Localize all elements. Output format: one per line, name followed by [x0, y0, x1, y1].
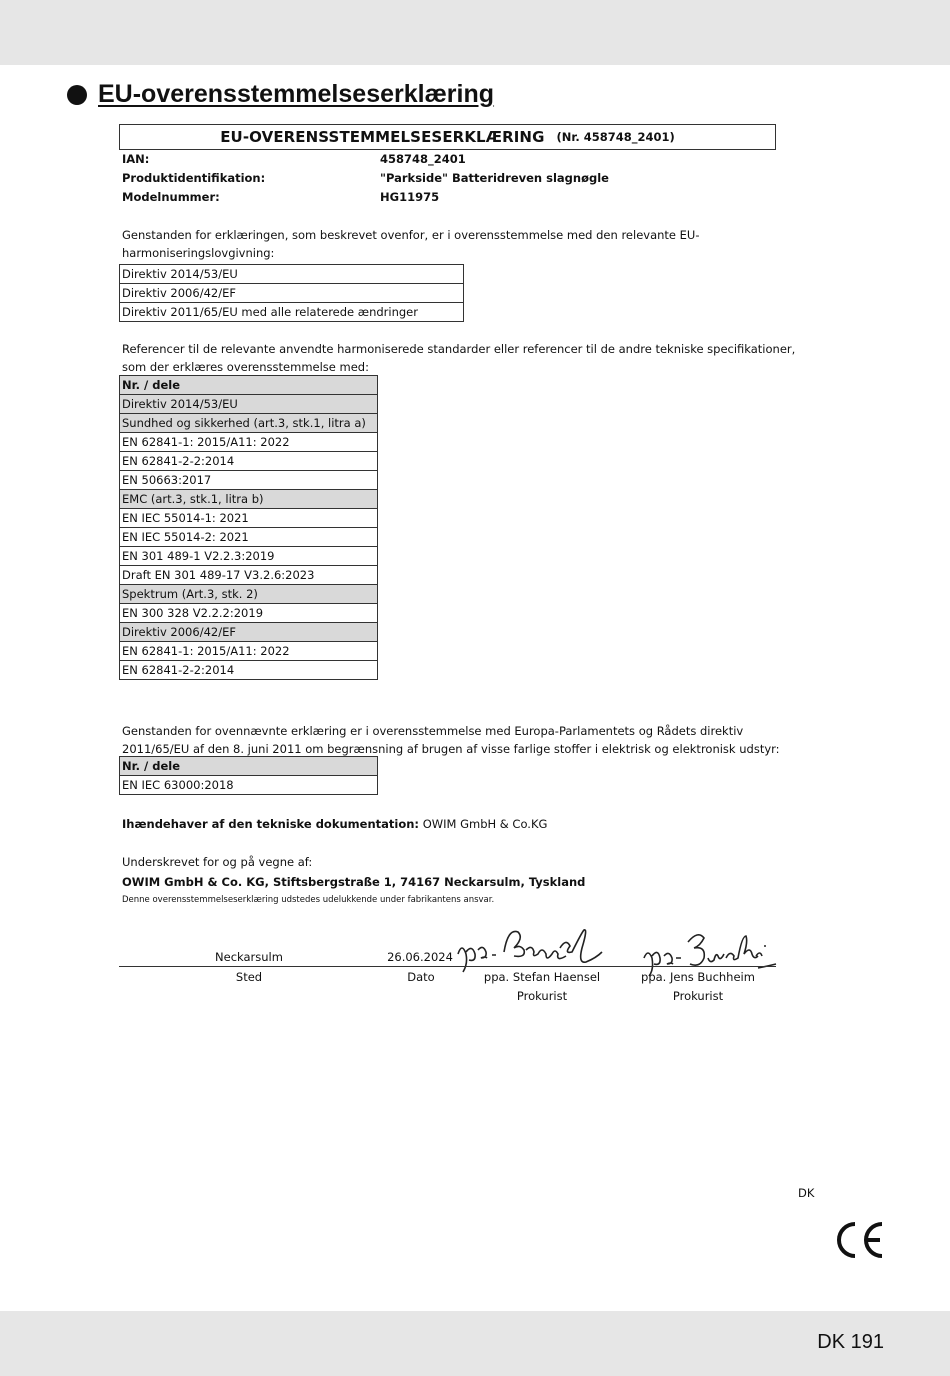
table-cell: Nr. / dele — [120, 376, 378, 395]
table-cell: Nr. / dele — [120, 757, 378, 776]
date-caption: Dato — [407, 970, 435, 984]
holder-label: Ihændehaver af den tekniske dokumentation: — [122, 817, 420, 831]
table-cell: EN 62841-1: 2015/A11: 2022 — [120, 642, 378, 661]
place-value: Neckarsulm — [215, 950, 283, 964]
page-number: DK 191 — [817, 1331, 884, 1353]
table-row — [120, 490, 378, 509]
signer2-name: ppa. Jens Buchheim — [641, 970, 755, 984]
table-row — [120, 395, 378, 414]
table-row — [120, 528, 378, 547]
table-header-row — [120, 376, 378, 395]
table-row — [120, 623, 378, 642]
table-row — [120, 452, 378, 471]
ian-value: 458748_2401 — [380, 152, 466, 166]
holder-value: OWIM GmbH & Co.KG — [422, 817, 548, 831]
table-cell: EMC (art.3, stk.1, litra b) — [120, 490, 378, 509]
declaration-title-box — [119, 124, 776, 150]
table-row — [120, 642, 378, 661]
table-cell: EN 62841-2-2:2014 — [120, 661, 378, 680]
ian-label: IAN: — [122, 152, 150, 166]
signature-line — [119, 966, 776, 967]
bottom-band — [0, 1311, 950, 1376]
place-caption: Sted — [235, 970, 263, 984]
table-cell: EN 301 489-1 V2.2.3:2019 — [120, 547, 378, 566]
language-label: DK — [798, 1186, 815, 1200]
table-cell: EN IEC 55014-1: 2021 — [120, 509, 378, 528]
table-row — [120, 547, 378, 566]
date-value: 26.06.2024 — [387, 950, 453, 964]
standards-table — [119, 375, 378, 680]
table-cell: Sundhed og sikkerhed (art.3, stk.1, litra a) — [120, 414, 378, 433]
references-line-2: som der erklæres overensstemmelse med: — [122, 360, 369, 374]
table-cell: Draft EN 301 489-17 V3.2.6:2023 — [120, 566, 378, 585]
table-row — [120, 585, 378, 604]
table-row — [120, 661, 378, 680]
table-row — [120, 433, 378, 452]
table-cell: EN 62841-2-2:2014 — [120, 452, 378, 471]
intro-line-1: Genstanden for erklæringen, som beskrevet ovenfor, er i overensstemmelse med den relevante EU- — [122, 228, 700, 242]
table-row — [120, 471, 378, 490]
table-cell: EN IEC 55014-2: 2021 — [120, 528, 378, 547]
declaration-title: EU-OVERENSSTEMMELSESERKLÆRING — [220, 128, 545, 146]
model-number-label: Modelnummer: — [122, 190, 220, 204]
product-id-label: Produktidentifikation: — [122, 171, 266, 185]
table-cell: Direktiv 2006/42/EF — [120, 284, 464, 303]
declaration-number: (Nr. 458748_2401) — [556, 130, 675, 144]
technical-doc-holder — [122, 815, 782, 833]
table-header-row — [120, 757, 378, 776]
intro-paragraph — [122, 226, 782, 262]
references-paragraph — [122, 340, 822, 376]
signer2-role: Prokurist — [672, 989, 724, 1003]
table-cell: EN 62841-1: 2015/A11: 2022 — [120, 433, 378, 452]
rohs-table — [119, 756, 378, 795]
table-cell: Direktiv 2014/53/EU — [120, 395, 378, 414]
signer1-role: Prokurist — [516, 989, 568, 1003]
product-id-value: "Parkside" Batteridreven slagnøgle — [380, 171, 609, 185]
table-cell: Direktiv 2014/53/EU — [120, 265, 464, 284]
ce-mark-icon — [834, 1220, 886, 1260]
table-cell: Spektrum (Art.3, stk. 2) — [120, 585, 378, 604]
page-title: EU-overensstemmelseserklæring — [98, 80, 495, 108]
references-line-1: Referencer til de relevante anvendte harmoniserede standarder eller referencer til de andre tekniske specifikationer, — [122, 342, 796, 356]
table-row — [120, 604, 378, 623]
table-cell: EN IEC 63000:2018 — [120, 776, 378, 795]
table-row — [120, 284, 464, 303]
table-row — [120, 303, 464, 322]
table-row — [120, 509, 378, 528]
responsibility-note: Denne overensstemmelseserklæring udstedes udelukkende under fabrikantens ansvar. — [122, 895, 495, 905]
table-cell: EN 50663:2017 — [120, 471, 378, 490]
signed-for: Underskrevet for og på vegne af: — [122, 855, 313, 869]
intro-line-2: harmoniseringslovgivning: — [122, 246, 275, 260]
rohs-line-2: 2011/65/EU af den 8. juni 2011 om begrænsning af brugen af visse farlige stoffer i elektrisk og elektronisk udstyr: — [122, 742, 780, 756]
directives-table — [119, 264, 464, 322]
company-address: OWIM GmbH & Co. KG, Stiftsbergstraße 1, 74167 Neckarsulm, Tyskland — [122, 875, 586, 889]
table-row — [120, 566, 378, 585]
table-row — [120, 776, 378, 795]
rohs-paragraph — [122, 722, 822, 758]
rohs-line-1: Genstanden for ovennævnte erklæring er i overensstemmelse med Europa-Parlamentets og Rådets direktiv — [122, 724, 744, 738]
table-cell: Direktiv 2006/42/EF — [120, 623, 378, 642]
model-number-value: HG11975 — [380, 190, 440, 204]
table-row — [120, 265, 464, 284]
signer1-name: ppa. Stefan Haensel — [483, 970, 601, 984]
table-cell: Direktiv 2011/65/EU med alle relaterede ændringer — [120, 303, 464, 322]
table-row — [120, 414, 378, 433]
table-cell: EN 300 328 V2.2.2:2019 — [120, 604, 378, 623]
